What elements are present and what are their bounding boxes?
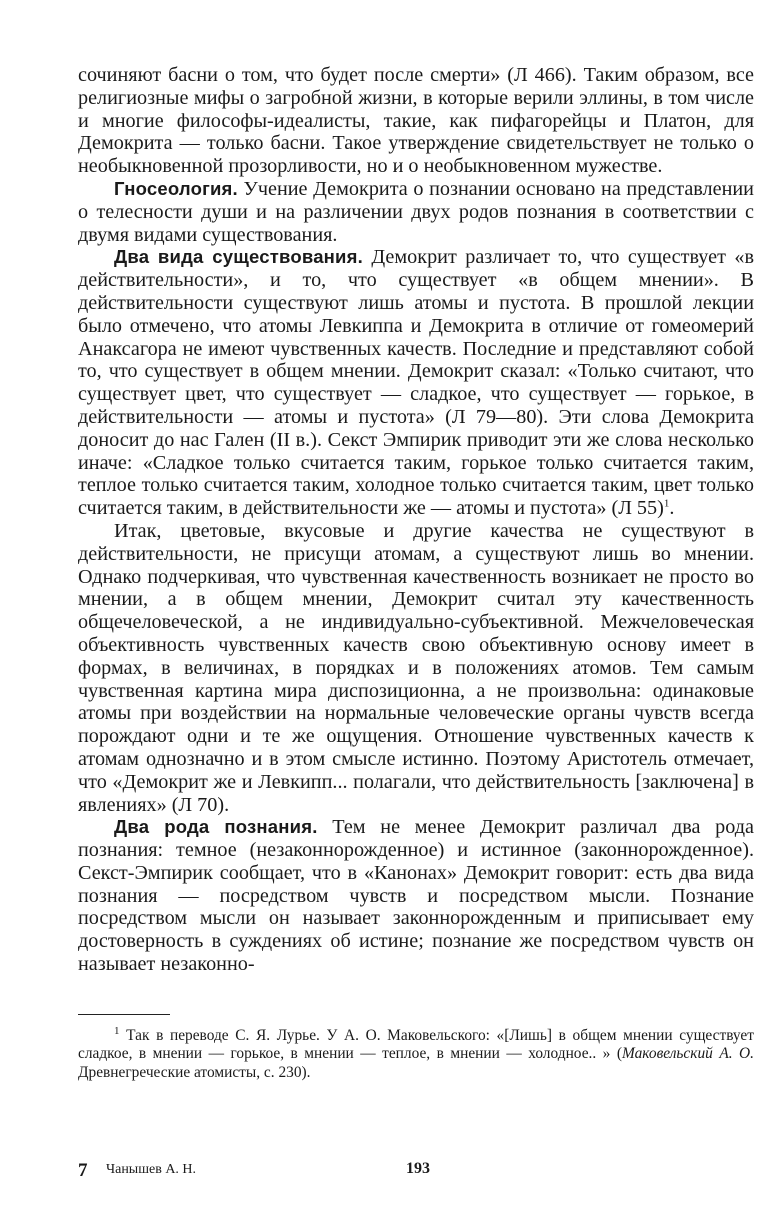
paragraph-1-text: сочиняют басни о том, что будет после смерти» (Л 466). Таким образом, все религиозные мифы о загробной жизни, в которые верили эллины, в том числе и многие философы-идеалисты, такие, как пифагорейцы и Платон, для Демокрита — только басни. Такое утверждение свидетельствует не только о необыкновенной прозорливости, но и о необыкновенном мужестве. <box>78 64 754 178</box>
footnote-source: Древнегреческие атомисты, с. 230). <box>78 1063 311 1081</box>
paragraph-3-text: Демокрит различает то, что существует «в действительности», и то, что существует «в общем мнении». В действительности существуют лишь атомы и пустота. В прошлой лекции было отмечено, что атомы Левкиппа и Демокрита в отличие от гомеомерий Анаксагора не имеют чувственных качеств. Последние и представляют собой то, что существует в общем мнении. Демокрит сказал: «Только считают, что существует цвет, что существует — сладкое, что существует — горькое, в действительности — атомы и пустота» (Л 79—80). Эти слова Демокрита доносит до нас Гален (II в.). Секст Эмпирик приводит эти же слова несколько иначе: «Сладкое только считается таким, горькое только считается таким, теплое только считается таким, холодное только считается таким, цвет только считается таким, в действительности же — атомы и пустота» (Л 55) <box>78 246 754 520</box>
paragraph-5 <box>78 816 754 976</box>
paragraph-5-text: Тем не менее Демокрит различал два рода познания: темное (незаконнорожденное) и истинное (законнорожденное). Секст-Эмпирик сообщает, что в «Канонах» Демокрит говорит: есть два вида познания — посредством чувств и посредством мысли. Познание посредством мысли он называет законнорожденным и приписывает ему достоверность в суждениях об истине; познание же посредством чувств он называет незаконно- <box>78 816 754 976</box>
page-footer <box>78 1160 754 1184</box>
footnote-text: Так в переводе С. Я. Лурье. У А. О. Маковельского: «[Лишь] в общем мнении существует сладкое, в мнении — горькое, в мнении — теплое, в мнении — холодное.. » ( <box>78 1026 754 1063</box>
signature-author: Чанышев А. Н. <box>106 1162 197 1177</box>
paragraph-4-text: Итак, цветовые, вкусовые и другие качества не существуют в действительности, не присущи атомам, а существуют лишь во мнении. Однако подчеркивая, что чувственная качественность возникает не просто во мнении, а в общем мнении, Демокрит считал эту качественность общечеловеческой, а не индивидуально-субъективной. Межчеловеческая объективность чувственных качеств свою объективную основу имеет в формах, в величинах, в порядках и в положениях атомов. Тем самым чувственная картина мира диспозиционна, а не произвольна: одинаковые атомы при воздействии на нормальные человеческие органы чувств всегда порождают одни и те же ощущения. Отношение чувственных качеств к атомам однозначно и в этом смысле истинно. Поэтому Аристотель отмечает, что «Демокрит же и Левкипп... полагали, что действительность [заключена] в явлениях» (Л 70). <box>78 519 754 816</box>
paragraph-1 <box>78 64 754 178</box>
section-heading-two-kinds-of-knowledge: Два рода познания. <box>114 816 318 838</box>
section-heading-two-kinds-of-existence: Два вида существования. <box>114 246 363 268</box>
footnote-author: Маковельский А. О. <box>621 1045 755 1063</box>
signature-number: 7 <box>78 1160 88 1181</box>
paragraph-2-text: Учение Демокрита о познании основано на представлении о телесности души и на различении двух родов познания в соответствии с двумя видами существования. <box>78 177 754 246</box>
paragraph-2 <box>78 178 754 246</box>
footnote-reference[interactable]: 1 <box>663 497 670 510</box>
paragraph-4 <box>78 520 754 816</box>
footnote-mark: 1 <box>114 1024 120 1037</box>
footnote <box>78 1024 755 1082</box>
section-heading-gnoseology: Гносеология. <box>114 177 238 199</box>
footnote-divider <box>78 1014 170 1015</box>
paragraph-3-end: . <box>669 497 675 520</box>
page-number: 193 <box>406 1160 430 1177</box>
paragraph-3 <box>78 246 754 520</box>
page-body <box>78 64 754 1082</box>
